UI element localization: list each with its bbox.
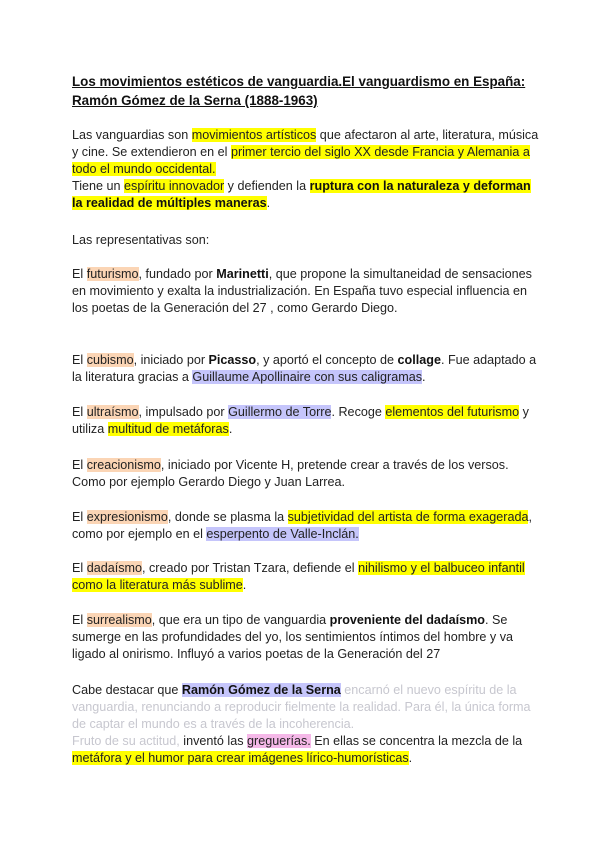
expresionismo-paragraph [72, 509, 542, 543]
highlight-greguerias: greguerías. [247, 734, 311, 748]
movement-creacionismo: creacionismo [86, 458, 161, 472]
text: , iniciado por [133, 353, 209, 367]
text: El [72, 267, 87, 281]
text: , donde se plasma la [167, 510, 288, 524]
bold-dadaismo: proveniente del dadaísmo [329, 613, 486, 627]
text: , impulsado por [138, 405, 229, 419]
representatives-heading: Las representativas son: [72, 233, 210, 247]
text: , y aportó el concepto de [256, 353, 398, 367]
highlight-apollinaire: Guillaume Apollinaire con sus caligramas [192, 370, 423, 384]
text: El [72, 510, 87, 524]
creacionismo-paragraph [72, 457, 542, 491]
founder-marinetti: Marinetti [216, 267, 269, 281]
highlight-elementos: elementos del futurismo [385, 405, 520, 419]
text: , como por ejemplo en el [72, 510, 532, 541]
intro-text-4: y defienden la [224, 179, 310, 193]
movement-dadaismo: dadaísmo [86, 561, 143, 575]
text: inventó las [179, 734, 248, 748]
intro-text-3: Tiene un [72, 179, 125, 193]
movement-futurismo: futurismo [86, 267, 139, 281]
text: El [72, 561, 87, 575]
text: El [72, 353, 87, 367]
highlight-ruptura: ruptura con la naturaleza y deforman la realidad de múltiples maneras [72, 179, 531, 210]
founder-picasso: Picasso [208, 353, 257, 367]
futurismo-paragraph [72, 266, 542, 317]
highlight-metafora-humor: metáfora y el humor para crear imágenes lírico-humorísticas [72, 751, 409, 765]
highlight-ramon: Ramón Gómez de la Serna [181, 683, 341, 697]
text: . [242, 578, 247, 592]
text: . Fue adaptado a la literatura gracias a [72, 353, 537, 384]
page-title: Los movimientos estéticos de vanguardia.El vanguardismo en España: Ramón Gómez de la Serna (1888-1963) [72, 74, 526, 108]
ramon-paragraph [72, 682, 542, 767]
highlight-esperpento: esperpento de Valle-Inclán. [206, 527, 359, 541]
highlight-primer-tercio: primer tercio del siglo XX desde Francia y Alemania a todo el mundo occidental. [72, 145, 530, 176]
highlight-movimientos: movimientos artísticos [191, 128, 317, 142]
text: , que era un tipo de vanguardia [151, 613, 330, 627]
highlight-guillermo: Guillermo de Torre [228, 405, 332, 419]
intro-paragraph [72, 127, 542, 212]
text: Cabe destacar que [72, 683, 182, 697]
movement-expresionismo: expresionismo [86, 510, 168, 524]
text: . [228, 422, 233, 436]
intro-text-1: Las vanguardias son [72, 128, 192, 142]
concept-collage: collage [397, 353, 441, 367]
text: . Se sumerge en las profundidades del yo, los sentimientos íntimos del hombre y va ligado al onirismo. Influyó a varios poetas de la Generación del 27 [72, 613, 514, 661]
text: . Recoge [331, 405, 386, 419]
text: . [422, 370, 426, 384]
faded-text-1: encarnó el nuevo espíritu de la vanguardia, renunciando a reproducir fielmente la realidad. Para él, la única forma de captar el mundo es a través de la incoherencia. [72, 683, 531, 731]
text: y utiliza [72, 405, 529, 436]
highlight-nihilismo: nihilismo y el balbuceo infantil como la literatura más sublime [72, 561, 525, 592]
text: . [408, 751, 413, 765]
surrealismo-paragraph [72, 612, 542, 663]
highlight-subjetividad: subjetividad del artista de forma exagerada [287, 510, 529, 524]
text: El [72, 405, 87, 419]
faded-text-2: Fruto de su actitud, [72, 734, 180, 748]
highlight-espiritu: espíritu innovador [124, 179, 225, 193]
movement-surrealismo: surrealismo [86, 613, 152, 627]
text: , iniciado por Vicente H, pretende crear a través de los versos. Como por ejemplo Gerardo Diego y Juan Larrea. [72, 458, 509, 489]
text: En ellas se concentra la mezcla de la [310, 734, 523, 748]
ultraismo-paragraph [72, 404, 542, 438]
text: El [72, 613, 87, 627]
text: El [72, 458, 87, 472]
highlight-metaforas: multitud de metáforas [107, 422, 229, 436]
movement-ultraismo: ultraísmo [86, 405, 139, 419]
dadaismo-paragraph [72, 560, 542, 594]
text: , creado por Tristan Tzara, defiende el [142, 561, 359, 575]
movement-cubismo: cubismo [86, 353, 134, 367]
intro-text-2: que afectaron al arte, literatura, música y cine. Se extendieron en el [72, 128, 539, 159]
text: , que propone la simultaneidad de sensaciones en movimiento y exalta la industrialización. En España tuvo especial influencia en los poetas de la Generación del 27 , como Gerardo Diego. [72, 267, 532, 315]
text: , fundado por [138, 267, 217, 281]
cubismo-paragraph [72, 352, 542, 386]
intro-text-5: . [266, 196, 271, 210]
